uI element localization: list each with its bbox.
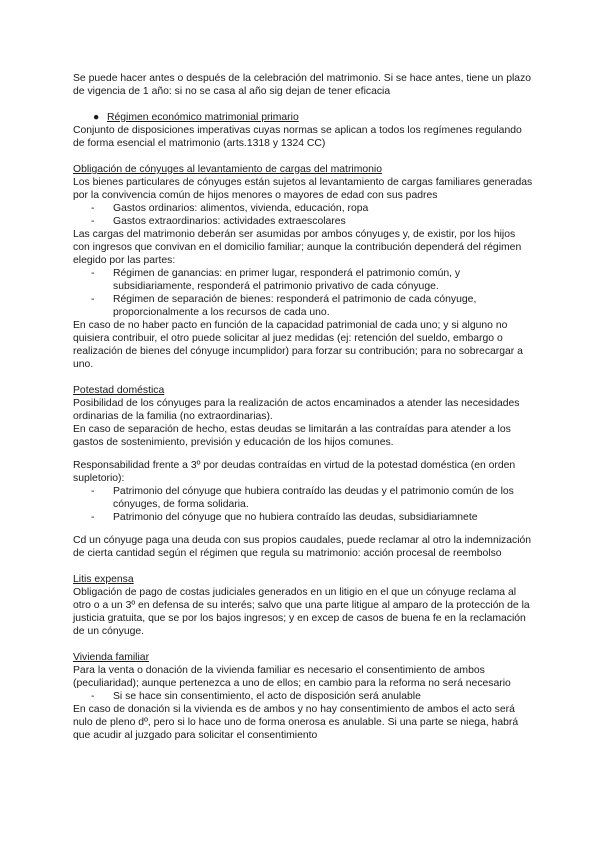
- litis-heading: Litis expensa: [73, 574, 134, 585]
- list-item: - Gastos extraordinarios: actividades extraescolares: [91, 216, 346, 227]
- list-item: - Régimen de ganancias: en primer lugar, responderá el patrimonio común, y subsidiariamente, responderá el patrimonio privativo de cada cónyuge.: [91, 268, 461, 292]
- dash-marker: -: [91, 216, 95, 227]
- regimen-heading: Régimen económico matrimonial primario: [107, 112, 299, 123]
- obligacion-paragraph-3: En caso de no haber pacto en función de la capacidad patrimonial de cada uno; y si alguno no quisiera contribuir, el otro puede solicitar al juez medidas (ej: retención del sueldo, embargo o realización de bienes del cónyuge incumplidor) para forzar su contribución; para no sobrecargar a uno.: [73, 320, 523, 370]
- dash-marker: -: [91, 691, 95, 702]
- list-item: - Gastos ordinarios: alimentos, vivienda, educación, ropa: [91, 203, 369, 214]
- obligacion-heading: Obligación de cónyuges al levantamiento de cargas del matrimonio: [73, 164, 383, 175]
- list-item: - Patrimonio del cónyuge que hubiera contraído las deudas y el patrimonio común de los cónyuges, de forma solidaria.: [91, 486, 514, 510]
- list-item: - Si se hace sin consentimiento, el acto de disposición será anulable: [91, 691, 421, 702]
- litis-paragraph: Obligación de pago de costas judiciales generados en un litigio en el que un cónyuge reclama al otro o a un 3º en defensa de su interés; salvo que una parte litigue al amparo de la protección de la justicia gratuita, que se por los bajos ingresos; y en excep de casos de buena fe en la reclamación de un cónyuge.: [73, 587, 530, 637]
- dash-marker: -: [91, 294, 95, 305]
- dash-marker: -: [91, 203, 95, 214]
- vivienda-paragraph-1: Para la venta o donación de la vivienda familiar es necesario el consentimiento de ambos (peculiaridad); aunque pertenezca a uno de ellos; en cambio para la reforma no será necesario: [73, 665, 511, 689]
- dash-marker: -: [91, 268, 95, 279]
- intro-paragraph: Se puede hacer antes o después de la celebración del matrimonio. Si se hace antes, tiene un plazo de vigencia de 1 año: si no se casa al año sig dejan de tener eficacia: [73, 73, 532, 97]
- obligacion-paragraph-1: Los bienes particulares de cónyuges están sujetos al levantamiento de cargas familiares generadas por la convivencia común de hijos menores o mayores de edad con sus padres: [73, 177, 533, 201]
- dash-marker: -: [91, 512, 95, 523]
- regimen-heading-row: [73, 111, 533, 124]
- dash-marker: -: [91, 486, 95, 497]
- potestad-paragraph-4: Cd un cónyuge paga una deuda con sus propios caudales, puede reclamar al otro la indemnización de cierta cantidad según el régimen que regula su matrimonio: acción procesal de reembolso: [73, 535, 532, 559]
- potestad-paragraph-1: Posibilidad de los cónyuges para la realización de actos encaminados a atender las necesidades ordinarias de la familia (no extraordinarias).: [73, 398, 520, 422]
- potestad-heading: Potestad doméstica: [73, 385, 165, 396]
- vivienda-paragraph-2: En caso de donación si la vivienda es de ambos y no hay consentimiento de ambos el acto será nulo de pleno dº, pero si lo hace uno de forma onerosa es anulable. Si una parte se niega, habrá que acudir al juzgado para solicitar el consentimiento: [73, 704, 519, 741]
- potestad-paragraph-3: Responsabilidad frente a 3º por deudas contraídas en virtud de la potestad doméstica (en orden supletorio):: [73, 460, 516, 484]
- list-item: - Patrimonio del cónyuge que no hubiera contraído las deudas, subsidiariamnete: [91, 512, 478, 523]
- potestad-paragraph-2: En caso de separación de hecho, estas deudas se limitarán a las contraídas para atender a los gastos de sostenimiento, previsión y educación de los hijos comunes.: [73, 424, 511, 448]
- regimen-paragraph: Conjunto de disposiciones imperativas cuyas normas se aplican a todos los regímenes regulando de forma esencial el matrimonio (arts.1318 y 1324 CC): [73, 125, 522, 149]
- list-item: - Régimen de separación de bienes: responderá el patrimonio de cada cónyuge, proporcionalmente a los recursos de cada uno.: [91, 294, 477, 318]
- bullet-icon: ●: [93, 112, 100, 123]
- vivienda-heading: Vivienda familiar: [73, 652, 150, 663]
- document-body: [73, 72, 533, 742]
- obligacion-paragraph-2: Las cargas del matrimonio deberán ser asumidas por ambos cónyuges y, de existir, por los hijos con ingresos que convivan en el domicilio familiar; aunque la contribución dependerá del régimen elegido por las partes:: [73, 229, 522, 266]
